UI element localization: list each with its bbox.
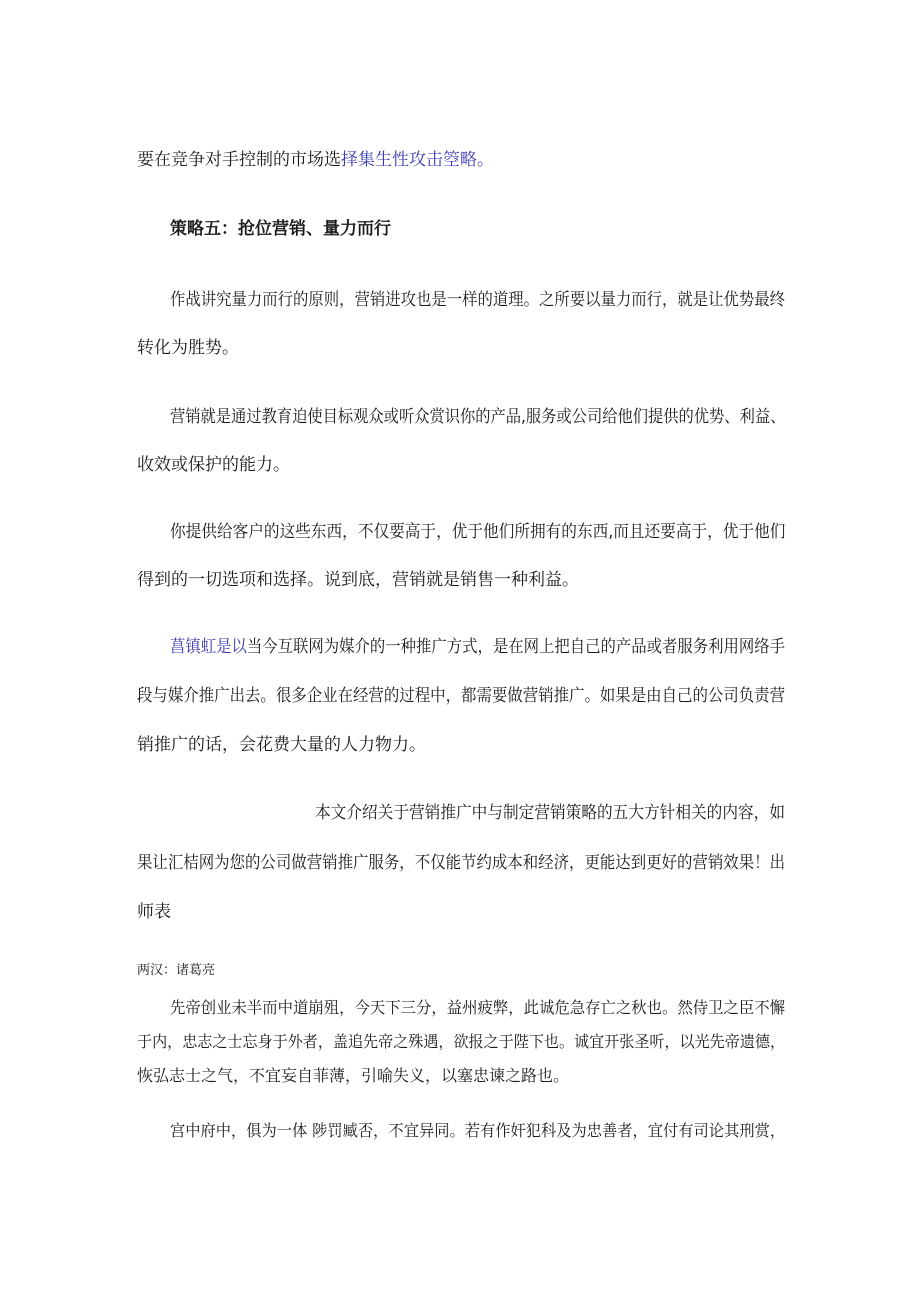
paragraph-5-line-3: 师表 [137, 902, 171, 922]
paragraph-4-line-1-text: 当今互联网为媒介的一种推广方式，是在网上把自己的产品或者服务利用网络手 [246, 637, 785, 657]
paragraph-5-line-1: 本文介绍关于营销推广中与制定营销策略的五大方针相关的内容，如 [315, 803, 786, 823]
classic-paragraph-1-line-3: 恢弘志士之气，不宜妄自菲薄，引喻失义，以塞忠谏之路也。 [137, 1066, 570, 1085]
intro-line-text: 要在竞争对手控制的市场选 [137, 150, 341, 170]
strategy-heading: 策略五：抢位营销、量力而行 [170, 219, 391, 239]
paragraph-4-line-2: 段与媒介推广出去。很多企业在经营的过程中，都需要做营销推广。如果是由自己的公司负责营 [137, 686, 786, 706]
classic-paragraph-2-line-1: 宫中府中，俱为一体 陟罚臧否，不宜异同。若有作奸犯科及为忠善者，宜付有司论其刑赏， [170, 1121, 786, 1140]
paragraph-3-line-2: 得到的一切选项和选择。说到底，营销就是销售一种利益。 [137, 570, 579, 590]
paragraph-1-line-2: 转化为胜势。 [137, 338, 239, 358]
paragraph-4-line-1 [170, 635, 785, 659]
paragraph-4-line-3: 销推广的话，会花费大量的人力物力。 [137, 735, 426, 755]
paragraph-1-line-1: 作战讲究量力而行的原则，营销进攻也是一样的道理。之所要以量力而行，就是让优势最终 [170, 290, 785, 310]
classic-paragraph-1-line-2: 于内，忠志之士忘身于外者，盖追先帝之殊遇，欲报之于陛下也。诚宜开张圣听，以光先帝遗德， [137, 1032, 786, 1051]
paragraph-4-link[interactable]: 菖镇虹是以 [170, 637, 247, 657]
paragraph-2-line-2: 收效或保护的能力。 [137, 455, 290, 475]
intro-line [137, 148, 494, 172]
intro-line-link[interactable]: 择集生性攻击箜略。 [341, 150, 494, 170]
paragraph-3-line-1: 你提供给客户的这些东西，不仅要高于，优于他们所拥有的东西,而且还要高于，优于他们 [170, 522, 786, 542]
paragraph-2-line-1: 营销就是通过教育迫使目标观众或听众赏识你的产品,服务或公司给他们提供的优势、利益、 [170, 407, 786, 427]
paragraph-5-line-2: 果让汇桔网为您的公司做营销推广服务，不仅能节约成本和经济，更能达到更好的营销效果！出 [137, 853, 786, 873]
author-line: 两汉：诸葛亮 [137, 963, 216, 978]
classic-paragraph-1-line-1: 先帝创业未半而中道崩殂，今天下三分，益州疲弊，此诚危急存亡之秋也。然侍卫之臣不懈 [170, 998, 785, 1017]
